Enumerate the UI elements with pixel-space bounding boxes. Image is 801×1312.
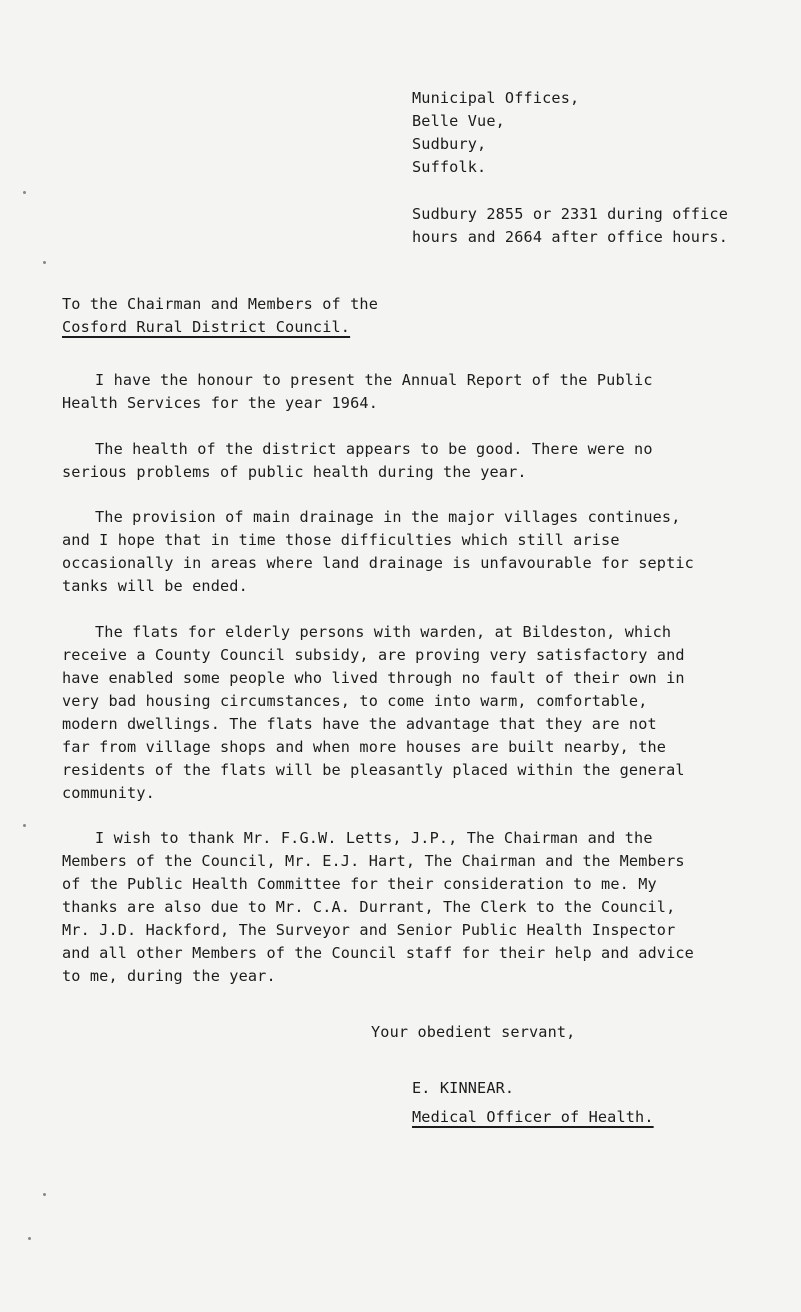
p2-line-2: serious problems of public health during the year. xyxy=(62,463,527,481)
p5-line-7: to me, during the year. xyxy=(62,967,276,985)
p5-line-4: thanks are also due to Mr. C.A. Durrant, The Clerk to the Council, xyxy=(62,898,676,916)
p4-line-8: community. xyxy=(62,784,155,802)
p2-line-1: The health of the district appears to be good. There were no xyxy=(95,440,653,458)
p3-line-2: and I hope that in time those difficulties which still arise xyxy=(62,531,620,549)
p3-line-1: The provision of main drainage in the major villages continues, xyxy=(95,508,681,526)
p4-line-1: The flats for elderly persons with warden, at Bildeston, which xyxy=(95,623,672,641)
p3-line-4: tanks will be ended. xyxy=(62,577,248,595)
scan-speck xyxy=(43,261,46,264)
address-line-4: Suffolk. xyxy=(412,158,487,176)
recipient-line-2: Cosford Rural District Council. xyxy=(62,318,351,336)
p4-line-4: very bad housing circumstances, to come into warm, comfortable, xyxy=(62,692,648,710)
p4-line-3: have enabled some people who lived through no fault of their own in xyxy=(62,669,685,687)
address-line-1: Municipal Offices, xyxy=(412,89,580,107)
scan-speck xyxy=(23,191,26,194)
address-line-2: Belle Vue, xyxy=(412,112,505,130)
p1-line-1: I have the honour to present the Annual Report of the Public xyxy=(95,371,653,389)
scan-speck xyxy=(23,824,26,827)
recipient-line-1: To the Chairman and Members of the xyxy=(62,295,378,313)
p4-line-2: receive a County Council subsidy, are proving very satisfactory and xyxy=(62,646,685,664)
scan-speck xyxy=(28,1237,31,1240)
p4-line-7: residents of the flats will be pleasantly placed within the general xyxy=(62,761,685,779)
signature-name: E. KINNEAR. xyxy=(412,1079,515,1097)
signature-title: Medical Officer of Health. xyxy=(412,1108,654,1126)
p5-line-3: of the Public Health Committee for their consideration to me. My xyxy=(62,875,657,893)
p1-line-2: Health Services for the year 1964. xyxy=(62,394,378,412)
p3-line-3: occasionally in areas where land drainage is unfavourable for septic xyxy=(62,554,694,572)
p5-line-5: Mr. J.D. Hackford, The Surveyor and Senior Public Health Inspector xyxy=(62,921,676,939)
p4-line-5: modern dwellings. The flats have the advantage that they are not xyxy=(62,715,657,733)
phone-line-1: Sudbury 2855 or 2331 during office xyxy=(412,205,728,223)
p5-line-1: I wish to thank Mr. F.G.W. Letts, J.P., The Chairman and the xyxy=(95,829,653,847)
closing-text: Your obedient servant, xyxy=(371,1023,576,1041)
scan-speck xyxy=(43,1193,46,1196)
phone-line-2: hours and 2664 after office hours. xyxy=(412,228,728,246)
address-line-3: Sudbury, xyxy=(412,135,487,153)
p5-line-6: and all other Members of the Council staff for their help and advice xyxy=(62,944,694,962)
p4-line-6: far from village shops and when more houses are built nearby, the xyxy=(62,738,667,756)
p5-line-2: Members of the Council, Mr. E.J. Hart, The Chairman and the Members xyxy=(62,852,685,870)
